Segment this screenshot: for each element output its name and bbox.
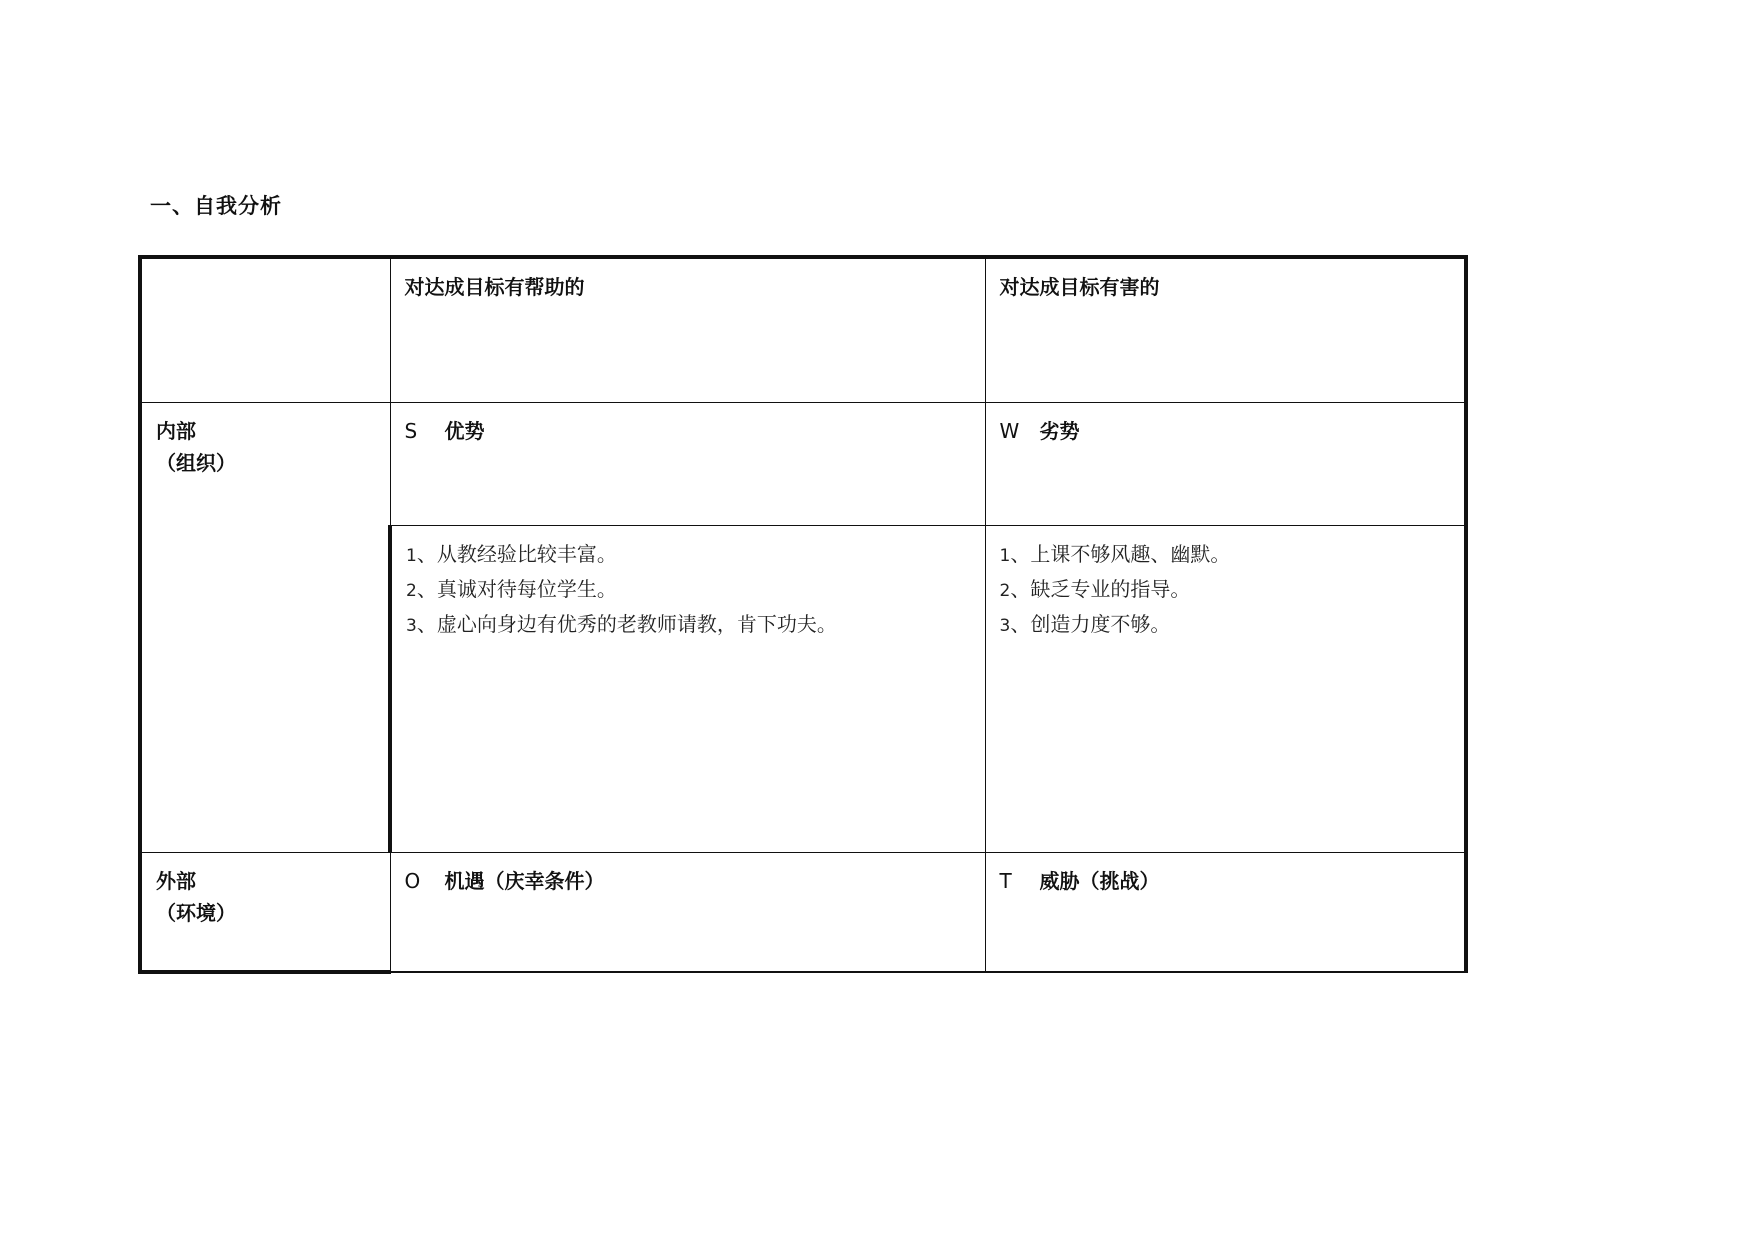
internal-label: 内部: [156, 418, 196, 443]
header-empty-cell: [140, 257, 390, 402]
list-item: 3、创造力度不够。: [999, 611, 1171, 636]
strengths-list-cell: [390, 525, 985, 852]
header-helpful-cell: 对达成目标有帮助的: [390, 257, 985, 402]
threat-title: 威胁（挑战）: [1039, 868, 1160, 893]
external-label-cell: [140, 852, 390, 972]
internal-heading-row: [140, 402, 1466, 525]
header-harmful-cell: 对达成目标有害的: [985, 257, 1466, 402]
threat-heading-cell: [985, 852, 1466, 972]
internal-sublabel: （组织）: [156, 450, 236, 475]
opportunity-code: O: [404, 868, 421, 893]
external-row: [140, 852, 1466, 972]
strength-title: 优势: [444, 418, 485, 443]
external-sublabel: （环境）: [156, 900, 236, 925]
list-item: 1、从教经验比较丰富。: [406, 541, 617, 566]
weaknesses-list-cell: [985, 525, 1466, 852]
section-title: 一、自我分析: [150, 194, 282, 218]
swot-table: [138, 255, 1468, 974]
weakness-code: W: [999, 418, 1020, 443]
strength-heading-cell: [390, 402, 985, 525]
weakness-heading-cell: [985, 402, 1466, 525]
strength-code: S: [404, 418, 418, 443]
threat-code: T: [999, 868, 1012, 893]
list-item: 2、缺乏专业的指导。: [999, 576, 1191, 601]
opportunity-title: 机遇（庆幸条件）: [444, 868, 605, 893]
external-label: 外部: [156, 868, 196, 893]
internal-label-cell: [140, 402, 390, 852]
table-header-row: [140, 257, 1466, 402]
opportunity-heading-cell: [390, 852, 985, 972]
list-item: 1、上课不够风趣、幽默。: [999, 541, 1231, 566]
list-item: 3、虚心向身边有优秀的老教师请教，肯下功夫。: [406, 611, 837, 636]
weakness-title: 劣势: [1039, 418, 1080, 443]
list-item: 2、真诚对待每位学生。: [406, 576, 617, 601]
